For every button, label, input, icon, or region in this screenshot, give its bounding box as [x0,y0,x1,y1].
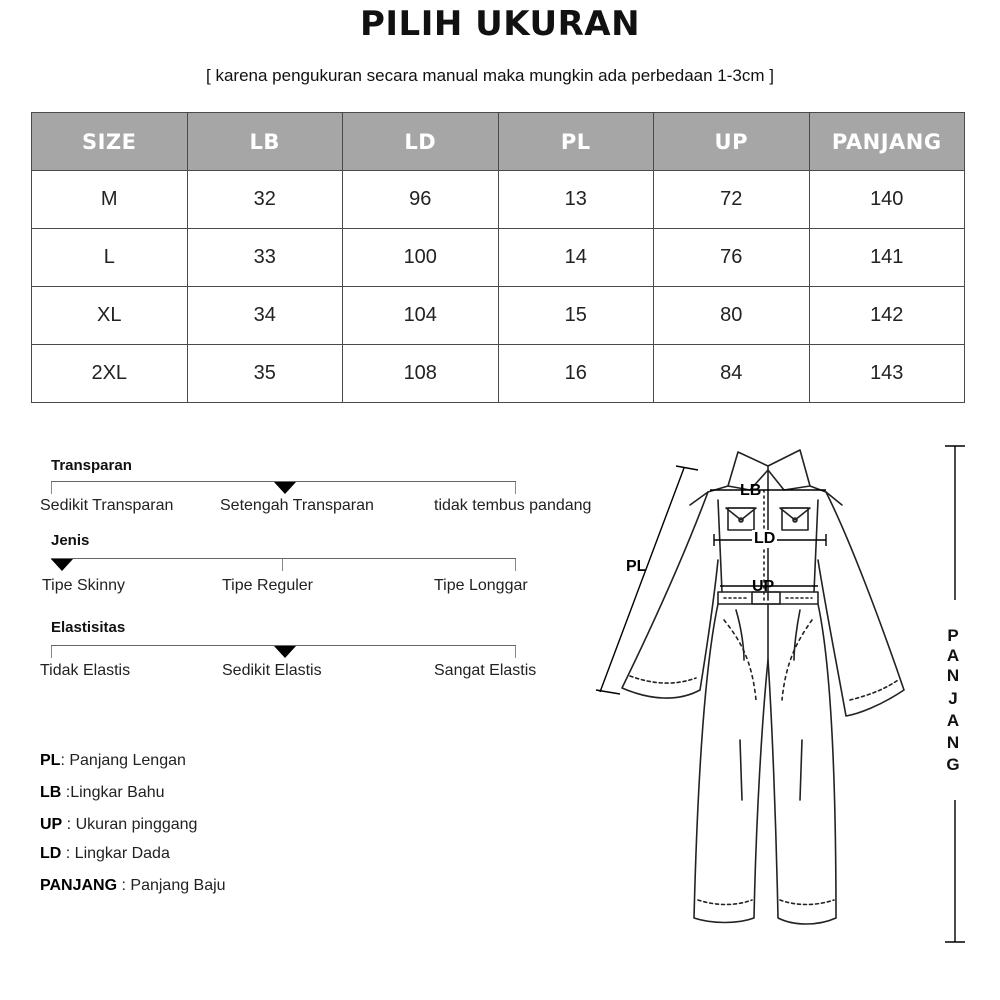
figure-label-pl: PL [626,558,647,575]
table-cell: 142 [809,287,965,345]
table-cell: 80 [654,287,810,345]
header-pl: PL [498,113,654,171]
scale-label: Tipe Reguler [222,577,314,594]
header-ld: LD [343,113,499,171]
scale-label: Tidak Elastis [40,662,131,679]
table-cell: 34 [187,287,343,345]
page-subtitle: [ karena pengukuran secara manual maka mungkin ada perbedaan 1-3cm ] [206,66,774,85]
table-cell: 16 [498,345,654,403]
table-cell: 35 [187,345,343,403]
panjang-letter: P [947,626,959,645]
table-cell: 84 [654,345,810,403]
table-cell: 104 [343,287,499,345]
table-cell: 32 [187,171,343,229]
header-up: UP [654,113,810,171]
table-cell: XL [32,287,188,345]
scale-title-elastisitas: Elastisitas [51,619,126,636]
table-cell: 2XL [32,345,188,403]
scale-label-selected: Sedikit Elastis [222,662,322,679]
scale-label: Sedikit Transparan [40,497,174,514]
panjang-letter: A [946,646,960,665]
scale-label-selected: Tipe Skinny [42,577,125,594]
page-title: PILIH UKURAN [359,4,641,44]
scale-title-jenis: Jenis [51,532,90,549]
panjang-letter: G [946,755,960,774]
figure-label-ld: LD [754,530,776,547]
scale-label: Sangat Elastis [434,662,537,679]
legend-item-ld: LD : Lingkar Dada [40,845,170,862]
header-size: SIZE [32,113,188,171]
table-cell: 15 [498,287,654,345]
scale-label-selected: Setengah Transparan [220,497,374,514]
table-cell: 76 [654,229,810,287]
table-cell: 143 [809,345,965,403]
table-cell: M [32,171,188,229]
panjang-letter: N [946,733,960,752]
legend-item-pl: PL: Panjang Lengan [40,752,186,769]
table-cell: 141 [809,229,965,287]
header-panjang: PANJANG [809,113,965,171]
legend-item-panjang: PANJANG : Panjang Baju [40,877,226,894]
table-cell: 108 [343,345,499,403]
table-cell: 96 [343,171,499,229]
scale-title-transparan: Transparan [51,457,132,474]
panjang-letter: N [946,666,960,685]
panjang-letter: J [948,689,958,708]
table-cell: 140 [809,171,965,229]
legend-item-up: UP : Ukuran pinggang [40,816,198,833]
legend-item-lb: LB :Lingkar Bahu [40,784,165,801]
table-cell: 14 [498,229,654,287]
table-cell: L [32,229,188,287]
table-cell: 100 [343,229,499,287]
figure-label-lb: LB [740,482,762,499]
scale-label: tidak tembus pandang [434,497,592,514]
table-cell: 33 [187,229,343,287]
table-cell: 72 [654,171,810,229]
panjang-letter: A [946,711,960,730]
figure-label-up: UP [752,578,775,595]
header-lb: LB [187,113,343,171]
table-cell: 13 [498,171,654,229]
scale-label: Tipe Longgar [434,577,528,594]
